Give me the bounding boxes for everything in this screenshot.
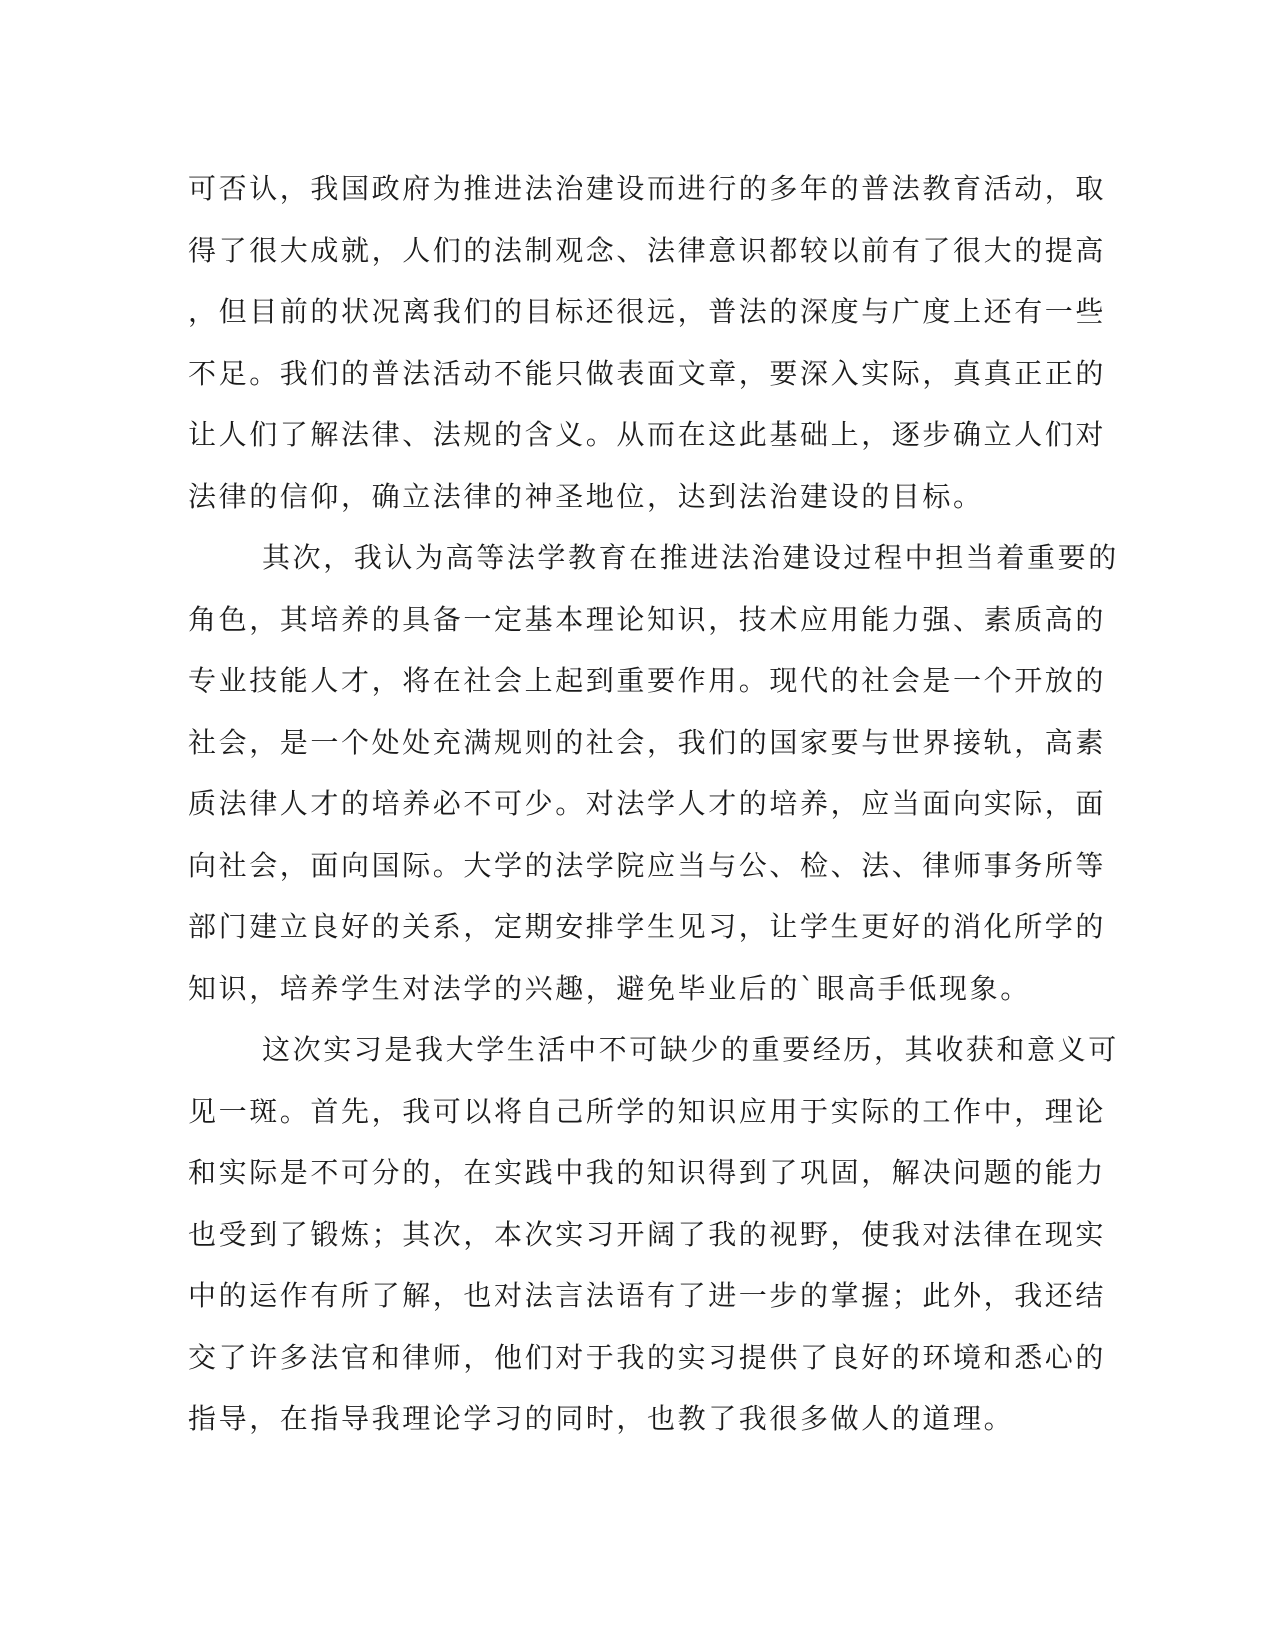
text-line: 部门建立良好的关系，定期安排学生见习，让学生更好的消化所学的 bbox=[188, 910, 1107, 943]
text-line: 不足。我们的普法活动不能只做表面文章，要深入实际，真真正正的 bbox=[188, 356, 1107, 390]
paragraph-1 bbox=[188, 158, 1107, 527]
text-line: ，但目前的状况离我们的目标还很远，普法的深度与广度上还有一些 bbox=[188, 295, 1107, 328]
text-line: 这次实习是我大学生活中不可缺少的重要经历，其收获和意义可 bbox=[262, 1033, 1119, 1066]
text-line: 专业技能人才，将在社会上起到重要作用。现代的社会是一个开放的 bbox=[188, 664, 1107, 697]
text-line: 和实际是不可分的，在实践中我的知识得到了巩固，解决问题的能力 bbox=[188, 1156, 1107, 1189]
text-line: 角色，其培养的具备一定基本理论知识，技术应用能力强、素质高的 bbox=[188, 602, 1107, 636]
text-line: 法律的信仰，确立法律的神圣地位，达到法治建设的目标。 bbox=[188, 479, 984, 513]
text-line: 社会，是一个处处充满规则的社会，我们的国家要与世界接轨，高素 bbox=[188, 725, 1107, 759]
text-line: 交了许多法官和律师，他们对于我的实习提供了良好的环境和悉心的 bbox=[188, 1340, 1107, 1374]
text-line: 见一斑。首先，我可以将自己所学的知识应用于实际的工作中，理论 bbox=[188, 1094, 1107, 1128]
text-line: 质法律人才的培养必不可少。对法学人才的培养，应当面向实际，面 bbox=[188, 787, 1107, 820]
text-line: 指导，在指导我理论学习的同时，也教了我很多做人的道理。 bbox=[188, 1402, 1015, 1435]
paragraph-2 bbox=[188, 527, 1119, 1019]
text-line: 可否认，我国政府为推进法治建设而进行的多年的普法教育活动，取 bbox=[188, 172, 1107, 205]
body-text bbox=[188, 158, 1119, 1450]
paragraph-3 bbox=[188, 1019, 1119, 1450]
text-line: 得了很大成就，人们的法制观念、法律意识都较以前有了很大的提高 bbox=[188, 233, 1107, 267]
text-line: 让人们了解法律、法规的含义。从而在这此基础上，逐步确立人们对 bbox=[188, 418, 1107, 451]
text-line: 其次，我认为高等法学教育在推进法治建设过程中担当着重要的 bbox=[262, 541, 1119, 574]
text-line: 知识，培养学生对法学的兴趣，避免毕业后的`眼高手低现象。 bbox=[188, 971, 1031, 1005]
text-line: 向社会，面向国际。大学的法学院应当与公、检、法、律师事务所等 bbox=[188, 848, 1107, 882]
text-line: 也受到了锻炼；其次，本次实习开阔了我的视野，使我对法律在现实 bbox=[188, 1217, 1107, 1251]
text-line: 中的运作有所了解，也对法言法语有了进一步的掌握；此外，我还结 bbox=[188, 1279, 1107, 1312]
